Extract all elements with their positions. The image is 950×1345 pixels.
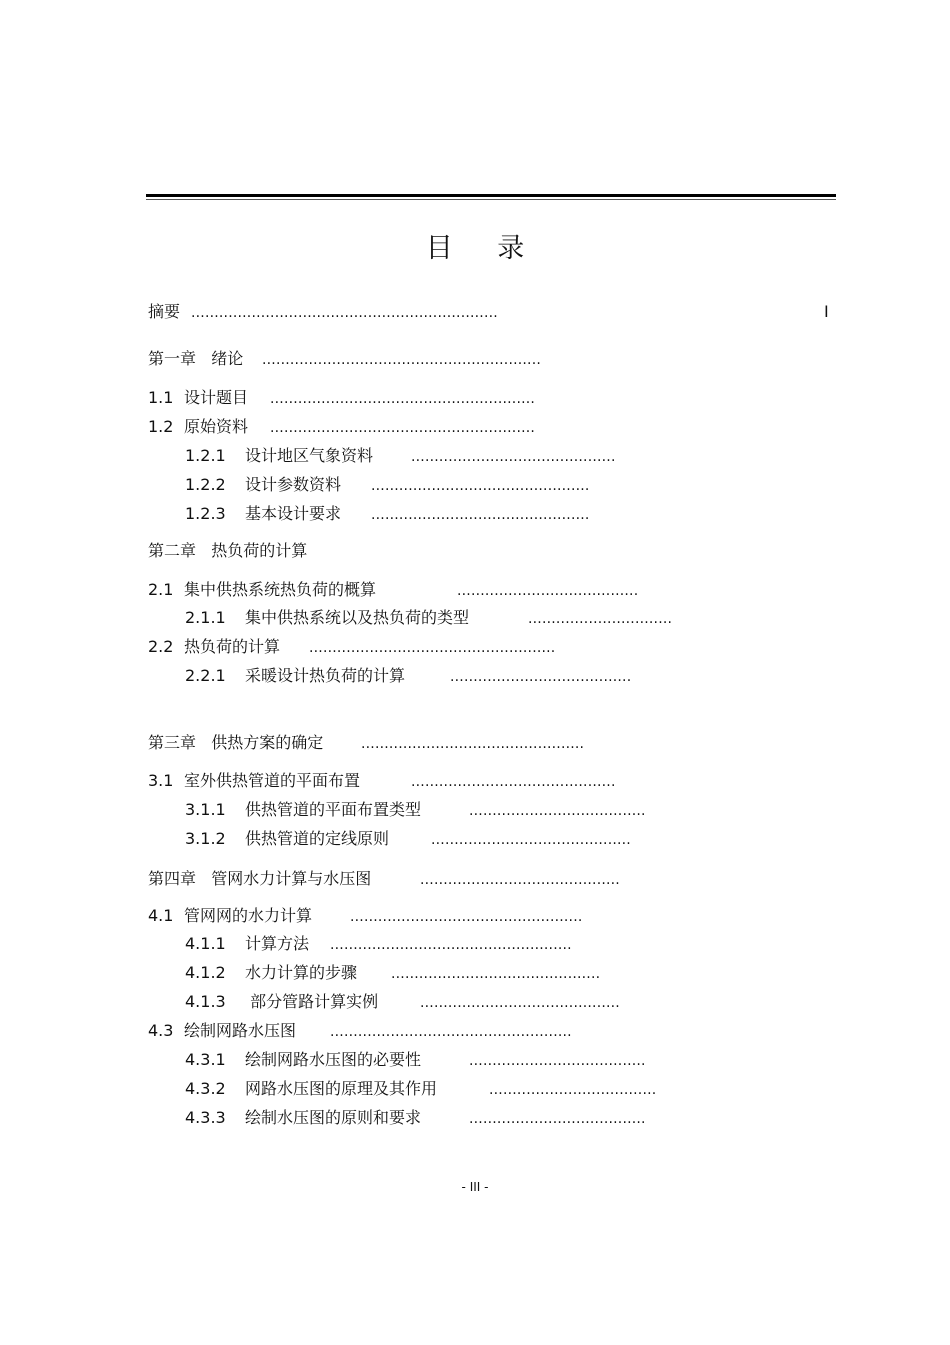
toc-label: 供热管道的定线原则 — [245, 829, 390, 848]
toc-leader: ........................................... — [431, 832, 631, 848]
toc-label: 原始资料 — [184, 417, 249, 436]
toc-entry-4-1-2[interactable] — [185, 963, 357, 983]
toc-leader: .................................................... — [330, 1024, 572, 1040]
toc-label: 设计参数资料 — [245, 475, 342, 494]
toc-number: 1.2 — [148, 417, 174, 436]
toc-entry-1-2-3[interactable] — [185, 504, 341, 524]
toc-label: 计算方法 — [245, 934, 310, 953]
toc-entry-4-1-1[interactable] — [185, 934, 309, 954]
toc-entry-4-3[interactable] — [148, 1021, 296, 1041]
toc-leader: ..................................................... — [309, 640, 556, 656]
toc-leader: ......................................................... — [270, 391, 536, 407]
toc-leader: ...................................... — [469, 1053, 646, 1069]
toc-label: 供热管道的平面布置类型 — [245, 800, 422, 819]
toc-leader: .................................................................. — [191, 305, 498, 321]
toc-number: 4.3 — [148, 1021, 174, 1040]
toc-entry-2-2[interactable] — [148, 637, 280, 657]
toc-label: 管网网的水力计算 — [184, 906, 313, 925]
toc-number: 2.2.1 — [185, 666, 226, 685]
toc-label: 集中供热系统热负荷的概算 — [184, 580, 377, 599]
toc-leader: ........................................... — [420, 995, 620, 1011]
toc-label: 设计地区气象资料 — [245, 446, 374, 465]
toc-label: 第四章 管网水力计算与水压图 — [148, 869, 372, 888]
toc-label: 设计题目 — [184, 388, 249, 407]
toc-entry-chapter-1[interactable] — [148, 349, 243, 369]
toc-leader: ............................................... — [371, 507, 590, 523]
toc-entry-1-2-1[interactable] — [185, 446, 373, 466]
toc-entry-1-2-2[interactable] — [185, 475, 341, 495]
toc-entry-4-3-3[interactable] — [185, 1108, 421, 1128]
toc-entry-4-3-1[interactable] — [185, 1050, 421, 1070]
toc-number: 3.1.1 — [185, 800, 226, 819]
toc-entry-abstract[interactable] — [148, 302, 180, 322]
toc-entry-4-1-3[interactable] — [185, 992, 378, 1012]
toc-leader: ....................................... — [457, 583, 639, 599]
toc-label: 部分管路计算实例 — [245, 992, 379, 1011]
toc-label: 绘制水压图的原则和要求 — [245, 1108, 422, 1127]
toc-entry-chapter-3[interactable] — [148, 733, 323, 753]
toc-label: 热负荷的计算 — [184, 637, 281, 656]
toc-leader: ............................................. — [391, 966, 601, 982]
toc-leader: .................................... — [489, 1082, 657, 1098]
toc-leader: ......................................................... — [270, 420, 536, 436]
toc-number: 1.1 — [148, 388, 174, 407]
toc-number: 4.1 — [148, 906, 174, 925]
toc-leader: ................................................ — [361, 736, 585, 752]
toc-number: 1.2.1 — [185, 446, 226, 465]
header-rule-thin — [146, 199, 836, 200]
toc-leader: .................................................... — [330, 937, 572, 953]
toc-page-number: I — [824, 302, 829, 321]
toc-number: 4.3.1 — [185, 1050, 226, 1069]
toc-number: 4.1.1 — [185, 934, 226, 953]
toc-label: 绘制网路水压图的必要性 — [245, 1050, 422, 1069]
toc-number: 2.1 — [148, 580, 174, 599]
header-rule-thick — [146, 194, 836, 197]
toc-label: 水力计算的步骤 — [245, 963, 358, 982]
toc-leader: ............................................ — [411, 774, 616, 790]
toc-entry-2-1-1[interactable] — [185, 608, 469, 628]
toc-entry-4-1[interactable] — [148, 906, 312, 926]
toc-entry-2-2-1[interactable] — [185, 666, 405, 686]
toc-label: 基本设计要求 — [245, 504, 342, 523]
toc-entry-4-3-2[interactable] — [185, 1079, 437, 1099]
toc-leader: ....................................... — [450, 669, 632, 685]
toc-entry-1-1[interactable] — [148, 388, 248, 408]
toc-entry-3-1[interactable] — [148, 771, 360, 791]
toc-label: 集中供热系统以及热负荷的类型 — [245, 608, 470, 627]
page-footer-number: - III - — [461, 1180, 489, 1194]
toc-leader: ...................................... — [469, 1111, 646, 1127]
page-title: 目 录 — [425, 233, 543, 264]
toc-number: 1.2.3 — [185, 504, 226, 523]
toc-number: 1.2.2 — [185, 475, 226, 494]
toc-entry-3-1-1[interactable] — [185, 800, 421, 820]
toc-label: 第二章 热负荷的计算 — [148, 541, 308, 560]
toc-number: 2.2 — [148, 637, 174, 656]
toc-entry-chapter-2[interactable] — [148, 541, 307, 561]
toc-leader: ...................................... — [469, 803, 646, 819]
toc-entry-1-2[interactable] — [148, 417, 248, 437]
toc-label: 第三章 供热方案的确定 — [148, 733, 324, 752]
toc-label: 采暖设计热负荷的计算 — [245, 666, 406, 685]
toc-number: 3.1 — [148, 771, 174, 790]
toc-label: 绘制网路水压图 — [184, 1021, 297, 1040]
toc-number: 2.1.1 — [185, 608, 226, 627]
toc-number: 4.1.2 — [185, 963, 226, 982]
toc-entry-3-1-2[interactable] — [185, 829, 389, 849]
toc-entry-chapter-4[interactable] — [148, 869, 371, 889]
toc-label: 第一章 绪论 — [148, 349, 244, 368]
toc-leader: ............................................ — [411, 449, 616, 465]
toc-leader: ........................................... — [420, 872, 620, 888]
toc-leader: .................................................. — [350, 909, 583, 925]
toc-leader: ............................... — [528, 611, 673, 627]
toc-leader: ............................................... — [371, 478, 590, 494]
toc-label: 室外供热管道的平面布置 — [184, 771, 361, 790]
toc-label: 摘要 — [148, 302, 181, 321]
toc-entry-2-1[interactable] — [148, 580, 376, 600]
toc-number: 4.1.3 — [185, 992, 226, 1011]
toc-number: 3.1.2 — [185, 829, 226, 848]
toc-label: 网路水压图的原理及其作用 — [245, 1079, 438, 1098]
toc-leader: ............................................................ — [262, 352, 542, 368]
toc-number: 4.3.2 — [185, 1079, 226, 1098]
toc-number: 4.3.3 — [185, 1108, 226, 1127]
